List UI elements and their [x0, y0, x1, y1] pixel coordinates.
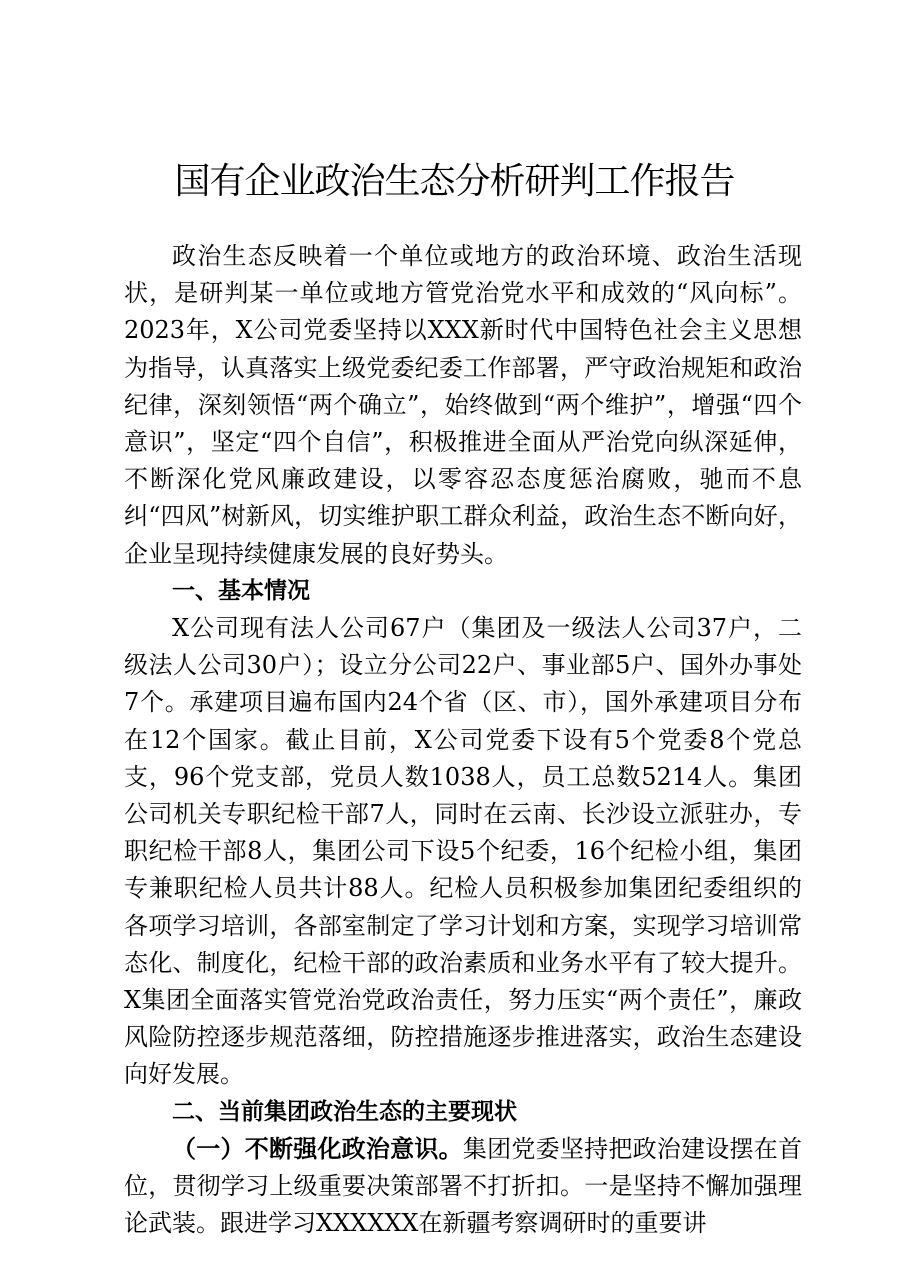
- section-2-paragraph: [124, 1131, 802, 1243]
- section-1-paragraph: X公司现有法人公司67户（集团及一级法人公司37户，二级法人公司30户）；设立分公司22户、事业部5户、国外办事处7个。承建项目遍布国内24个省（区、市），国外承建项目分布在12个国家。截止目前，X公司党委下设有5个党委8个党总支，96个党支部，党员人数1038人，员工总数5214人。集团公司机关专职纪检干部7人，同时在云南、长沙设立派驻办，专职纪检干部8人，集团公司下设5个纪委，16个纪检小组，集团专兼职纪检人员共计88人。纪检人员积极参加集团纪委组织的各项学习培训，各部室制定了学习计划和方案，实现学习培训常态化、制度化，纪检干部的政治素质和业务水平有了较大提升。X集团全面落实管党治党政治责任，努力压实“两个责任”，廉政风险防控逐步规范落细，防控措施逐步推进落实，政治生态建设向好发展。: [124, 614, 802, 1089]
- section-2-subheading: （一）不断强化政治意识。: [172, 1134, 463, 1163]
- document-body: [124, 238, 802, 1242]
- section-2-body: 集团党委坚持把政治建设摆在首位，贯彻学习上级重要决策部署不打折扣。一是坚持不懈加强理论武装。跟进学习XXXXXX在新疆考察调研时的重要讲: [124, 1134, 803, 1238]
- section-1-heading: 一、基本情况: [172, 577, 310, 604]
- section-2-heading: 二、当前集团政治生态的主要现状: [172, 1098, 517, 1125]
- intro-paragraph: 政治生态反映着一个单位或地方的政治环境、政治生活现状，是研判某一单位或地方管党治党水平和成效的“风向标”。2023年，X公司党委坚持以XXX新时代中国特色社会主义思想为指导，认真落实上级党委纪委工作部署，严守政治规矩和政治纪律，深刻领悟“两个确立”，始终做到“两个维护”，增强“四个意识”，坚定“四个自信”，积极推进全面从严治党向纵深延伸，不断深化党风廉政建设，以零容忍态度惩治腐败，驰而不息纠“四风”树新风，切实维护职工群众利益，政治生态不断向好，企业呈现持续健康发展的良好势头。: [124, 242, 802, 568]
- document-title: 国有企业政治生态分析研判工作报告: [174, 161, 735, 202]
